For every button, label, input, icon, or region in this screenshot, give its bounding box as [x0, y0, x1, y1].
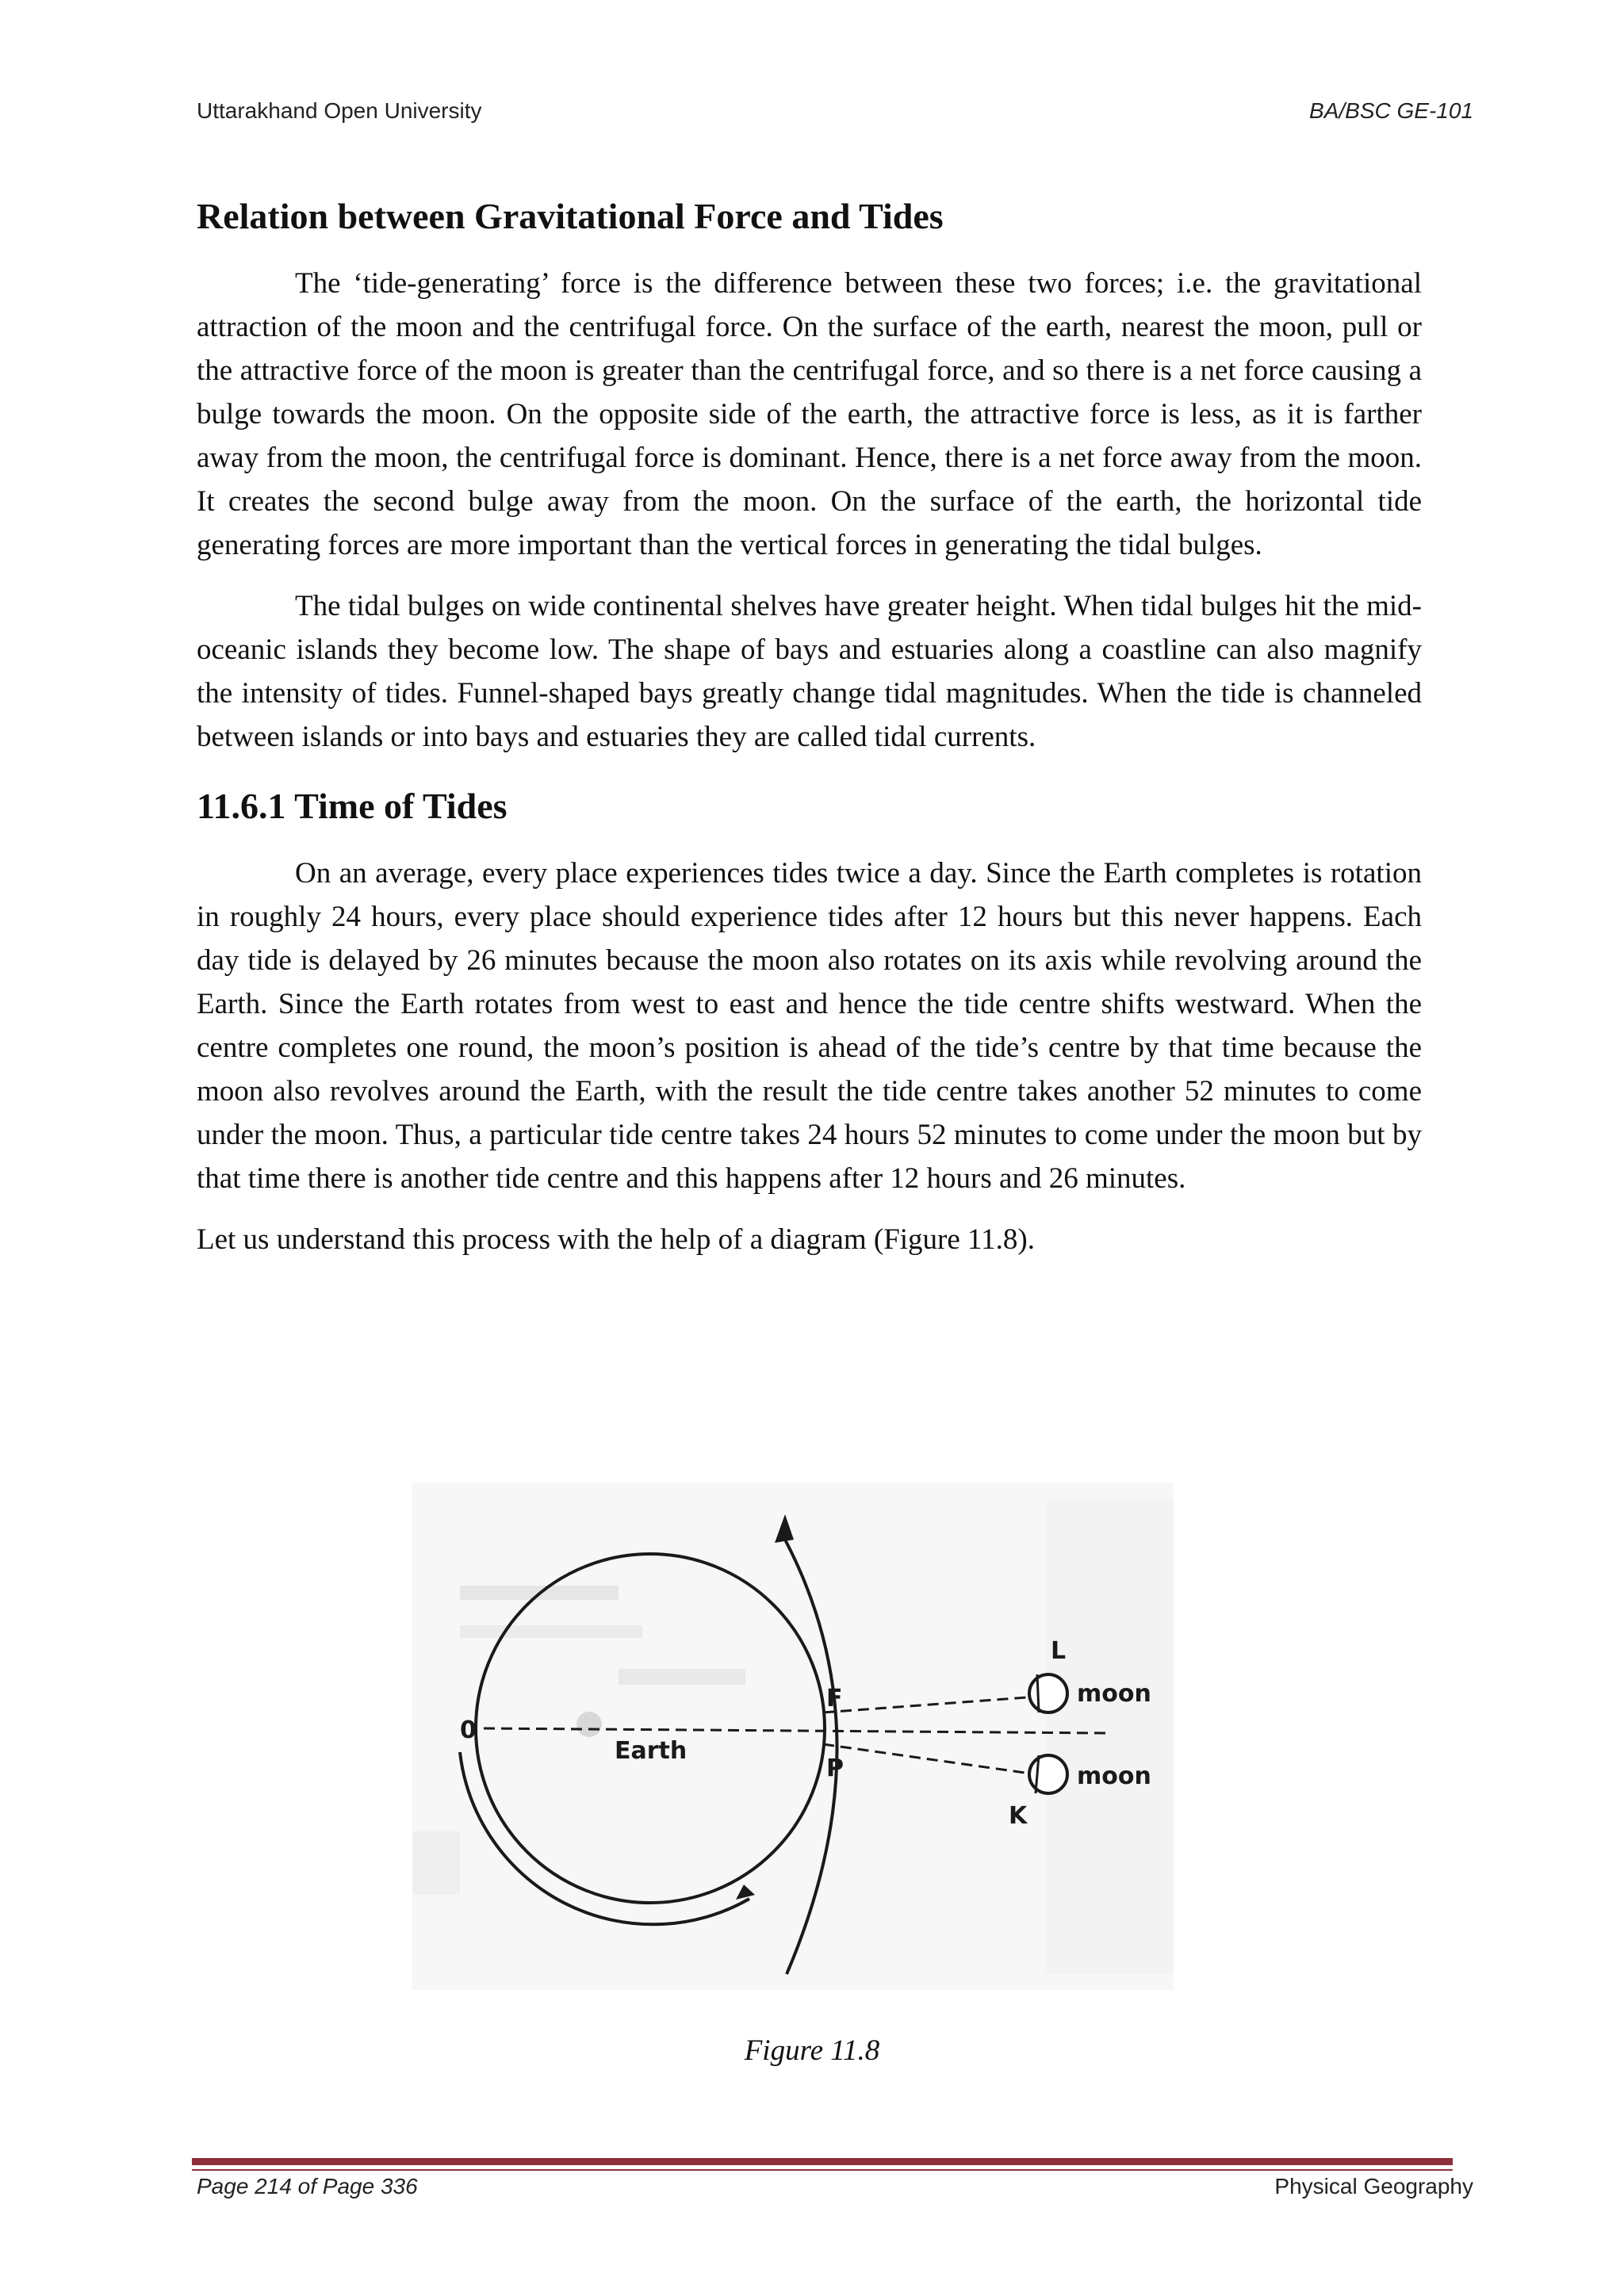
paragraph-tidal-bulges: The tidal bulges on wide continental shelves have greater height. When tidal bulges hit the mid-oceanic islands they become low. The shape of bays and estuaries along a coastline can also magnify the intensity of tides. Funnel-shaped bays greatly change tidal magnitudes. When the tide is channeled between islands or into bays and estuaries they are called tidal currents.: [197, 590, 1422, 754]
scan-smudge: [412, 1831, 460, 1895]
section-title-time-of-tides: 11.6.1 Time of Tides: [197, 786, 508, 827]
footer-page-number: Page 214 of Page 336: [197, 2174, 418, 2198]
footer-subject: Physical Geography: [1274, 2174, 1473, 2198]
tide-diagram-figure: [412, 1467, 1205, 2006]
label-moon-upper: moon: [1077, 1680, 1151, 1708]
main-content: [197, 194, 1422, 1279]
page-header: [197, 98, 1473, 130]
paragraph-time-of-tides: On an average, every place experiences tides twice a day. Since the Earth completes is rotation in roughly 24 hours, every place should experience tides after 12 hours but this never happens. Each day tide is delayed by 26 minutes because the moon also rotates on its axis while revolving around the Earth. Since the Earth rotates from west to east and hence the tide centre shifts westward. When the centre completes one round, the moon’s position is ahead of the tide’s centre by that time because the moon also revolves around the Earth, with the result the tide centre takes another 52 minutes to come under the moon. Thus, a particular tide centre takes 24 hours 52 minutes to come under the moon but by that time there is another tide centre and this happens after 12 hours and 26 minutes.: [197, 857, 1422, 1196]
header-course-code: BA/BSC GE-101: [1309, 98, 1473, 123]
paragraph-diagram-lead-in: Let us understand this process with the help of a diagram (Figure 11.8).: [197, 1223, 1035, 1257]
footer-rule-thin: [192, 2169, 1453, 2171]
scan-smudge: [576, 1712, 602, 1737]
label-moon-lower: moon: [1077, 1762, 1151, 1790]
footer-rule-thick: [192, 2158, 1453, 2165]
section-title-gravitational-force: Relation between Gravitational Force and Tides: [197, 196, 944, 236]
scan-smudge: [460, 1625, 642, 1638]
scan-smudge: [619, 1669, 745, 1685]
label-earth: Earth: [615, 1737, 688, 1765]
scan-smudge: [1047, 1498, 1174, 1974]
header-institution: Uttarakhand Open University: [197, 98, 482, 123]
page-footer: [197, 2174, 1473, 2206]
label-p: P: [826, 1755, 844, 1782]
label-o: 0: [460, 1716, 477, 1744]
figure-caption: Figure 11.8: [744, 2034, 880, 2067]
moon-upper-circle: [1029, 1674, 1067, 1712]
label-l: L: [1051, 1637, 1067, 1665]
label-k: K: [1009, 1802, 1028, 1830]
tide-diagram: [412, 1467, 1205, 2006]
label-f: F: [826, 1685, 843, 1712]
paragraph-tide-generating-force: The ‘tide-generating’ force is the difference between these two forces; i.e. the gravitational attraction of the moon and the centrifugal force. On the surface of the earth, nearest the moon, pull or the attractive force of the moon is greater than the centrifugal force, and so there is a net force causing a bulge towards the moon. On the opposite side of the earth, the attractive force is less, as it is farther away from the moon, the centrifugal force is dominant. Hence, there is a net force away from the moon. It creates the second bulge away from the moon. On the surface of the earth, the horizontal tide generating forces are more important than the vertical forces in generating the tidal bulges.: [197, 267, 1422, 562]
moon-upper-tick: [1037, 1674, 1039, 1712]
